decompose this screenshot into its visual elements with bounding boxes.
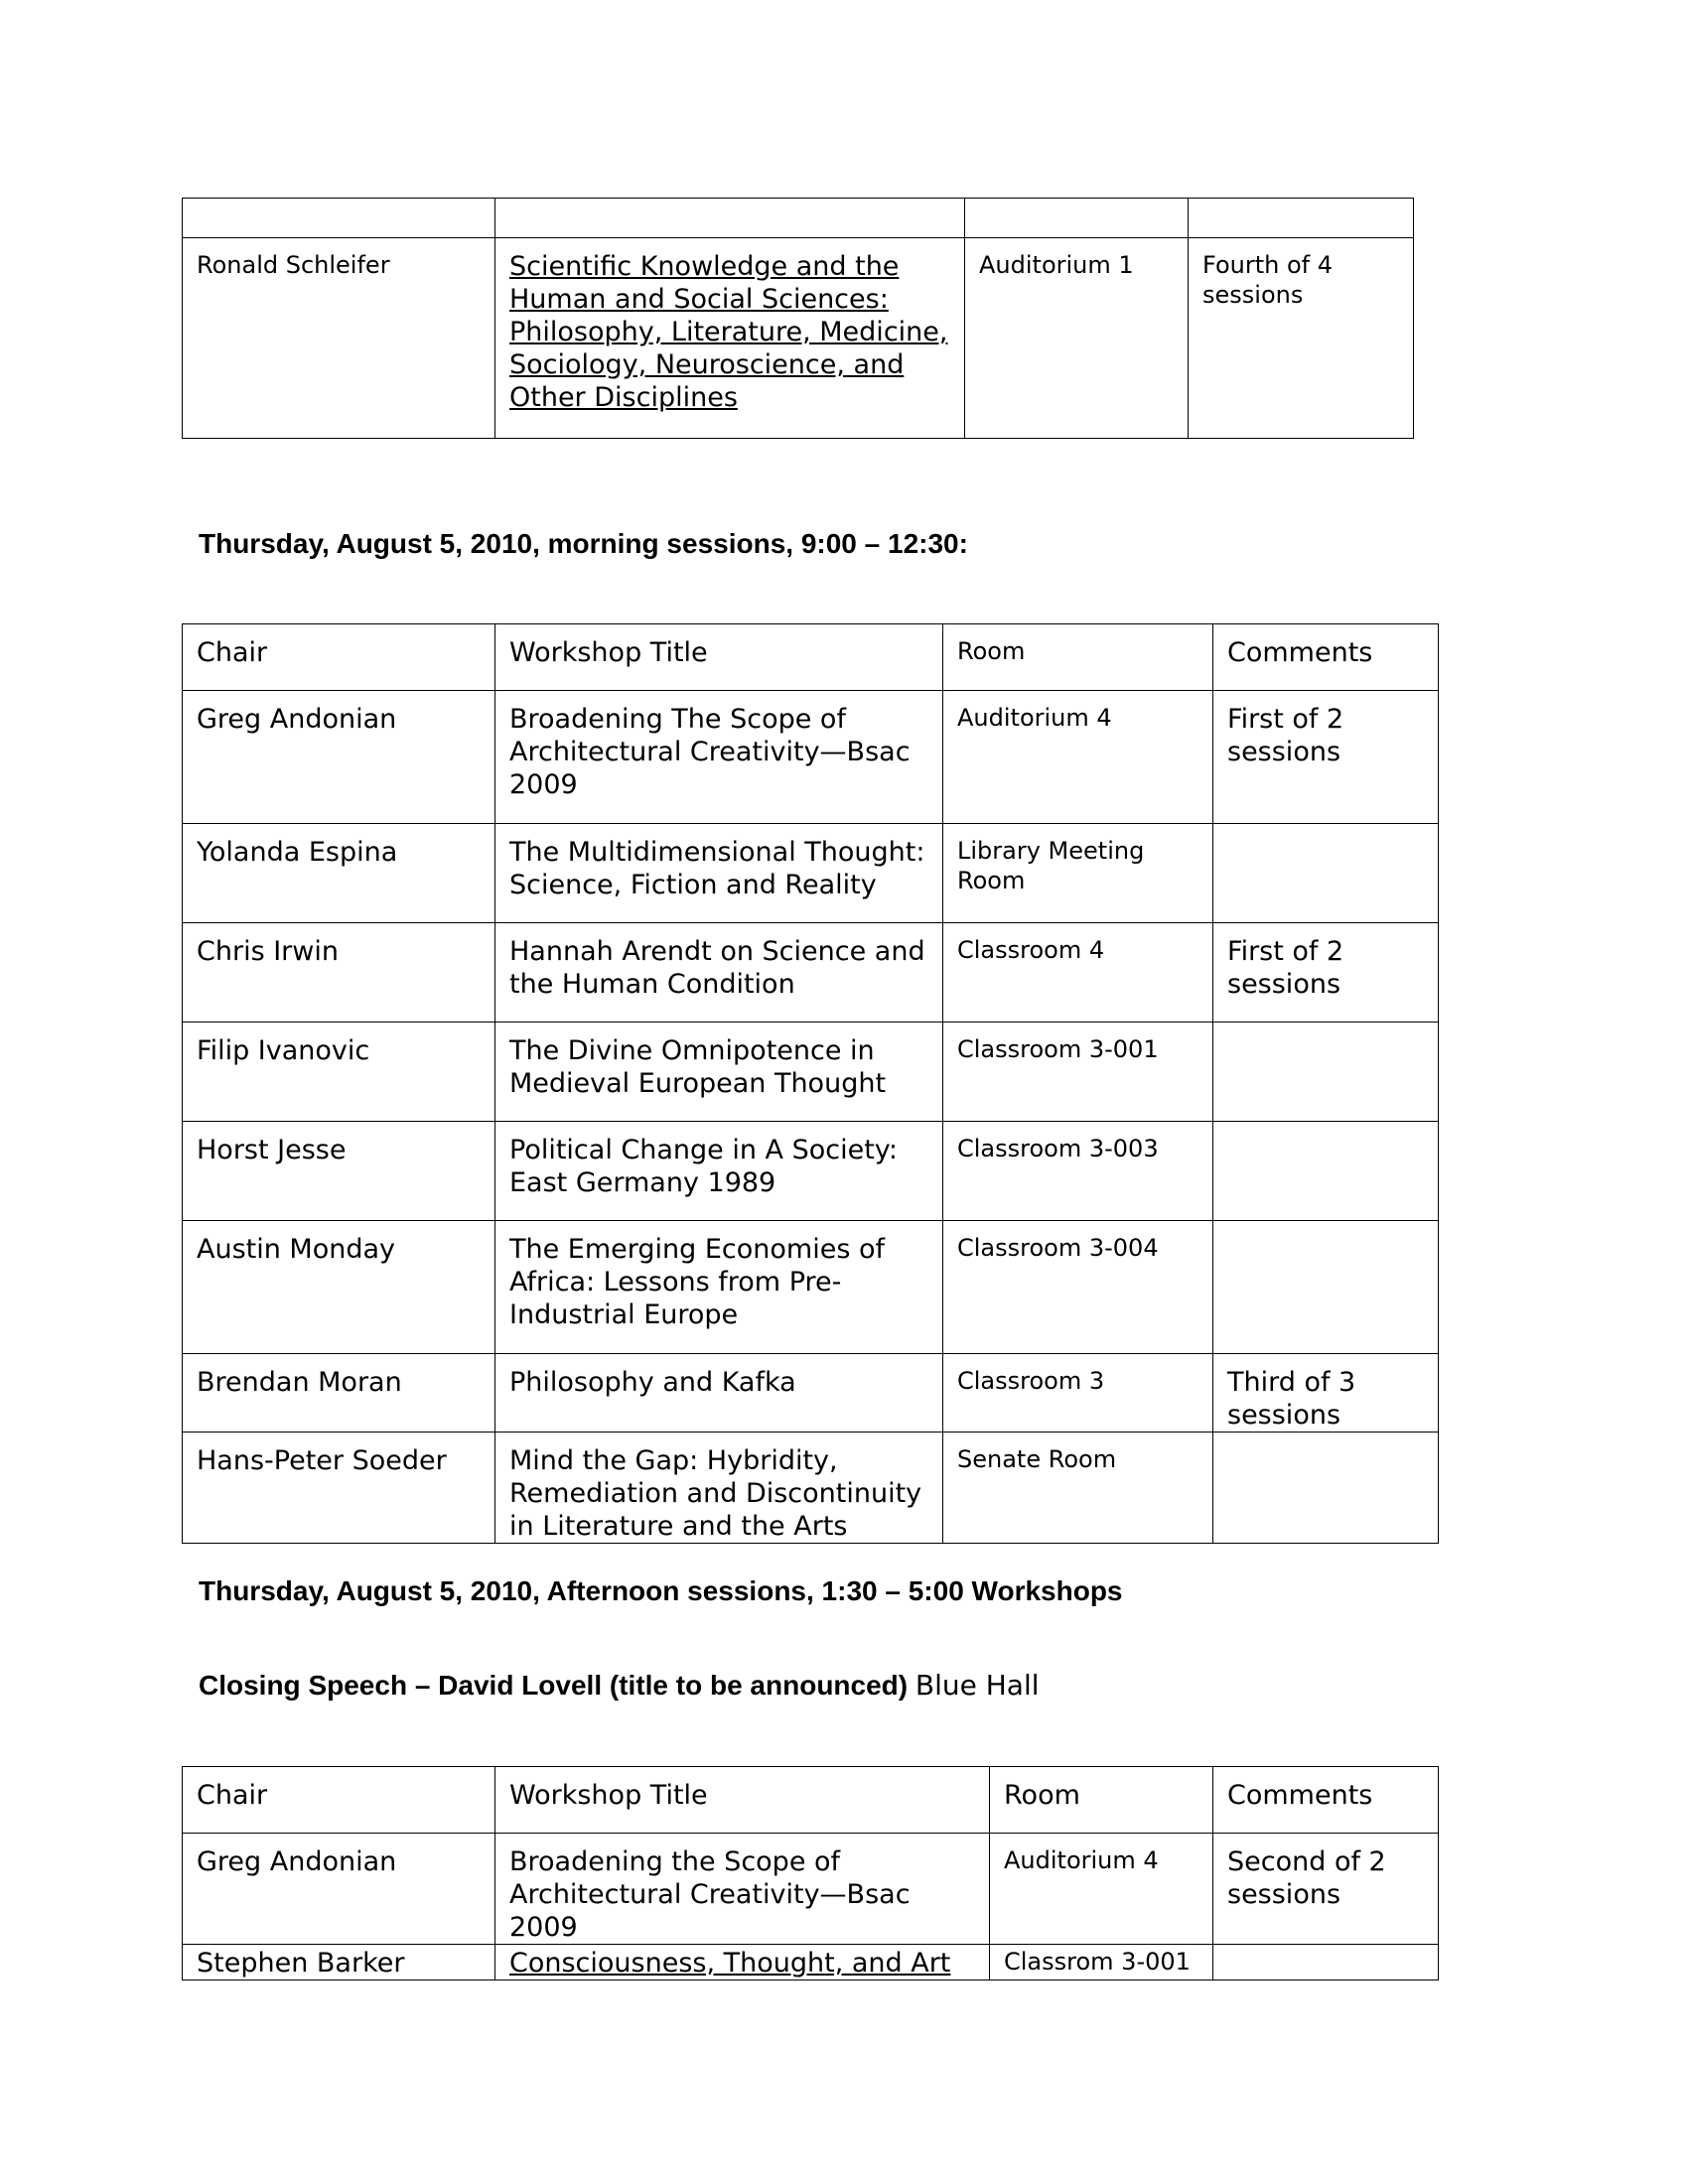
comments-cell: Fourth of 4 sessions — [1202, 251, 1333, 309]
workshop-title-cell: Broadening the Scope of Architectural Creativity—Bsac 2009 — [509, 1846, 911, 1943]
workshop-title-cell: Broadening The Scope of Architectural Creativity—Bsac 2009 — [509, 704, 911, 800]
chair-cell: Stephen Barker — [197, 1948, 405, 1979]
room-cell: Classroom 4 — [957, 936, 1105, 964]
workshop-title-cell: Hannah Arendt on Science and the Human Condition — [509, 936, 925, 1000]
comments-cell — [1213, 1023, 1438, 1034]
chair-cell: Greg Andonian — [197, 704, 397, 735]
workshop-title-cell: Philosophy and Kafka — [509, 1367, 796, 1398]
comments-cell: First of 2 sessions — [1227, 936, 1344, 1000]
table-row — [183, 1354, 1439, 1433]
table-row — [183, 1945, 1439, 1980]
table-row — [183, 199, 1414, 238]
empty-cell — [1189, 199, 1414, 238]
column-header-room: Room — [957, 637, 1026, 665]
comments-cell — [1213, 1945, 1438, 1947]
room-cell: Auditorium 1 — [979, 251, 1134, 279]
workshop-title-cell: Mind the Gap: Hybridity, Remediation and Discontinuity in Literature and the Arts — [509, 1445, 922, 1542]
room-cell: Classrom 3-001 — [1004, 1948, 1191, 1976]
chair-cell: Greg Andonian — [197, 1846, 397, 1877]
table-row — [183, 824, 1439, 923]
table-row — [183, 1834, 1439, 1945]
room-cell: Auditorium 4 — [1004, 1846, 1159, 1874]
closing-speech-title: Closing Speech – David Lovell (title to be announced) — [199, 1670, 909, 1701]
comments-cell: First of 2 sessions — [1227, 704, 1344, 767]
room-cell: Senate Room — [957, 1445, 1117, 1473]
workshop-title-cell: Political Change in A Society: East Germany 1989 — [509, 1135, 898, 1198]
table-header-row — [183, 624, 1439, 691]
chair-cell: Yolanda Espina — [197, 837, 398, 868]
chair-cell: Chris Irwin — [197, 936, 339, 967]
comments-cell — [1213, 1221, 1438, 1233]
table-row — [183, 1023, 1439, 1122]
continuation-table — [182, 198, 1414, 439]
column-header-comments: Comments — [1227, 637, 1373, 668]
comments-cell: Second of 2 sessions — [1227, 1846, 1386, 1910]
comments-cell — [1213, 824, 1438, 836]
column-header-workshop-title: Workshop Title — [509, 637, 708, 668]
workshop-title-cell: The Multidimensional Thought: Science, Fiction and Reality — [509, 837, 925, 900]
chair-cell: Brendan Moran — [197, 1367, 402, 1398]
table-row — [183, 1122, 1439, 1221]
workshop-title-link[interactable]: Consciousness, Thought, and Art — [509, 1948, 951, 1979]
column-header-room: Room — [1004, 1780, 1080, 1811]
room-cell: Auditorium 4 — [957, 704, 1112, 732]
chair-cell: Hans-Peter Soeder — [197, 1445, 447, 1476]
table-row — [183, 923, 1439, 1023]
morning-sessions-table — [182, 623, 1439, 1544]
workshop-title-cell: The Emerging Economies of Africa: Lessons from Pre-Industrial Europe — [509, 1234, 886, 1330]
empty-cell — [965, 199, 1189, 238]
table-row — [183, 1221, 1439, 1354]
closing-speech-location: Blue Hall — [914, 1669, 1040, 1702]
room-cell: Classroom 3-001 — [957, 1035, 1159, 1063]
table-row — [183, 691, 1439, 824]
room-cell: Classroom 3-003 — [957, 1135, 1159, 1162]
room-cell: Classroom 3-004 — [957, 1234, 1159, 1262]
table-header-row — [183, 1767, 1439, 1834]
workshop-title-link[interactable]: Scientific Knowledge and the Human and Social Sciences: Philosophy, Literature, Medicine, Sociology, Neuroscience, and Other Disciplines — [509, 251, 948, 413]
room-cell: Library Meeting Room — [957, 837, 1145, 894]
column-header-chair: Chair — [197, 637, 268, 668]
comments-cell — [1213, 1433, 1438, 1444]
empty-cell — [495, 199, 965, 238]
morning-sessions-heading: Thursday, August 5, 2010, morning sessions, 9:00 – 12:30: — [199, 528, 968, 559]
column-header-comments: Comments — [1227, 1780, 1373, 1811]
comments-cell — [1213, 1122, 1438, 1134]
empty-cell — [183, 199, 495, 238]
column-header-workshop-title: Workshop Title — [509, 1780, 708, 1811]
workshop-title-cell: The Divine Omnipotence in Medieval European Thought — [509, 1035, 887, 1099]
table-row — [183, 1433, 1439, 1544]
column-header-chair: Chair — [197, 1780, 268, 1811]
comments-cell: Third of 3 sessions — [1227, 1367, 1356, 1431]
chair-cell: Horst Jesse — [197, 1135, 347, 1165]
closing-speech-line — [199, 1669, 1040, 1703]
table-row — [183, 238, 1414, 439]
chair-cell: Ronald Schleifer — [197, 251, 390, 279]
room-cell: Classroom 3 — [957, 1367, 1105, 1395]
afternoon-sessions-table — [182, 1766, 1439, 1980]
chair-cell: Filip Ivanovic — [197, 1035, 370, 1066]
chair-cell: Austin Monday — [197, 1234, 396, 1265]
afternoon-sessions-heading: Thursday, August 5, 2010, Afternoon sessions, 1:30 – 5:00 Workshops — [199, 1575, 1123, 1606]
